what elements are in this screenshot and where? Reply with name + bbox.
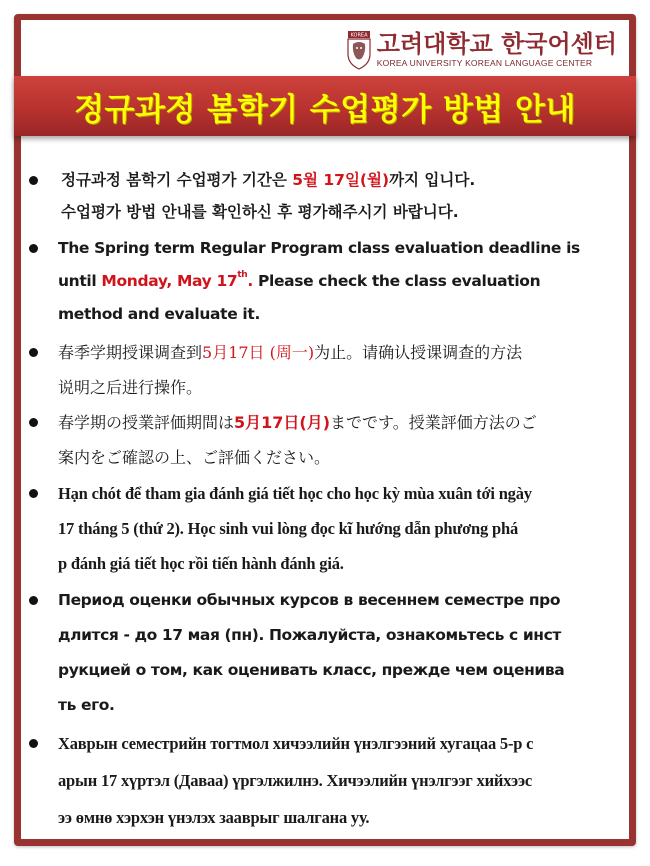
deadline-period: .	[247, 272, 253, 290]
notice-line	[58, 335, 617, 370]
bullet-dot-icon	[29, 489, 38, 498]
korea-university-emblem-icon	[347, 30, 371, 70]
notice-text: method and evaluate it.	[58, 305, 260, 323]
deadline-highlight: 5月17日(月)	[234, 413, 331, 432]
notice-item-mongolian	[21, 725, 629, 836]
notice-text: 案内をご確認の上、ご評価ください。	[58, 448, 331, 467]
deadline-highlight: 5월 17일(월)	[292, 171, 390, 189]
notice-line: рукцией о том, как оценивать класс, прежде чем оценива	[58, 661, 565, 679]
notice-line: Hạn chót để tham gia đánh giá tiết học cho học kỳ mùa xuân tới ngày	[58, 484, 532, 503]
bullet-dot-icon	[29, 418, 38, 427]
bullet-dot-icon	[29, 596, 38, 605]
notice-text: 说明之后进行操作。	[58, 378, 203, 397]
notice-text: The Spring term Regular Program class evaluation deadline is	[58, 239, 580, 257]
header	[21, 20, 629, 76]
notice-line: Период оценки обычных курсов в весеннем семестре про	[58, 591, 561, 609]
notice-line	[58, 405, 617, 440]
logo-english-name: KOREA UNIVERSITY KOREAN LANGUAGE CENTER	[376, 58, 593, 68]
notice-text: 春季学期授课调查到	[58, 343, 203, 362]
bullet-dot-icon	[29, 348, 38, 357]
notice-text: 정규과정 봄학기 수업평가 기간은	[61, 171, 293, 189]
logo-korean-name: 고려대학교 한국어센터	[376, 30, 617, 58]
notice-item-chinese	[21, 335, 629, 405]
notice-item-russian	[21, 583, 629, 723]
notice-line	[58, 370, 617, 405]
notice-item-vietnamese	[21, 476, 629, 581]
notice-item-english	[21, 232, 629, 331]
notice-line: длится - до 17 мая (пн). Пожалуйста, ознакомьтесь с инст	[58, 626, 561, 644]
notice-line	[58, 232, 617, 265]
notice-text: Please check the class evaluation	[252, 272, 541, 290]
notice-text: 까지 입니다.	[389, 171, 476, 189]
bullet-dot-icon	[29, 739, 38, 748]
notice-text: until	[58, 272, 102, 290]
notice-line: арын 17 хүртэл (Даваа) үргэлжилнэ. Хичээлийн үнэлгээг хийхээс	[58, 771, 532, 790]
korea-university-logo	[347, 30, 617, 70]
notice-line: p đánh giá tiết học rồi tiến hành đánh giá.	[58, 554, 344, 573]
bullet-dot-icon	[29, 244, 38, 253]
title-banner	[14, 76, 636, 136]
bullet-dot-icon	[29, 176, 38, 185]
notice-line	[58, 265, 617, 298]
notice-line	[58, 440, 617, 475]
notice-frame	[14, 14, 636, 846]
notice-line	[61, 196, 617, 228]
deadline-date: Monday, May 17	[101, 272, 238, 290]
notice-list	[21, 148, 629, 836]
svg-text:KOREA: KOREA	[350, 32, 368, 39]
notice-line: ээ өмнө хэрхэн үнэлэх зааврыг шалгана уу.	[58, 808, 370, 827]
notice-line	[61, 164, 617, 196]
notice-line: Хаврын семестрийн тогтмол хичээлийн үнэлгээний хугацаа 5-р с	[58, 734, 534, 753]
page-title: 정규과정 봄학기 수업평가 방법 안내	[74, 91, 576, 128]
deadline-highlight	[101, 272, 253, 290]
notice-text: 为止。请确认授课调查的方法	[314, 343, 523, 362]
notice-line: 17 tháng 5 (thứ 2). Học sinh vui lòng đọc kĩ hướng dẫn phương phá	[58, 519, 518, 538]
notice-text: 수업평가 방법 안내를 확인하신 후 평가해주시기 바랍니다.	[61, 203, 459, 221]
notice-line	[58, 298, 617, 331]
notice-item-korean	[21, 164, 629, 228]
notice-text: 春学期の授業評価期間は	[58, 413, 235, 432]
notice-item-japanese	[21, 405, 629, 475]
notice-line: ть его.	[58, 696, 115, 714]
notice-body	[21, 20, 629, 839]
notice-text: までです。授業評価方法のご	[330, 413, 537, 432]
logo-text	[377, 31, 617, 69]
ordinal-suffix: th	[237, 270, 248, 280]
deadline-highlight: 5月17日 (周一)	[202, 343, 315, 362]
